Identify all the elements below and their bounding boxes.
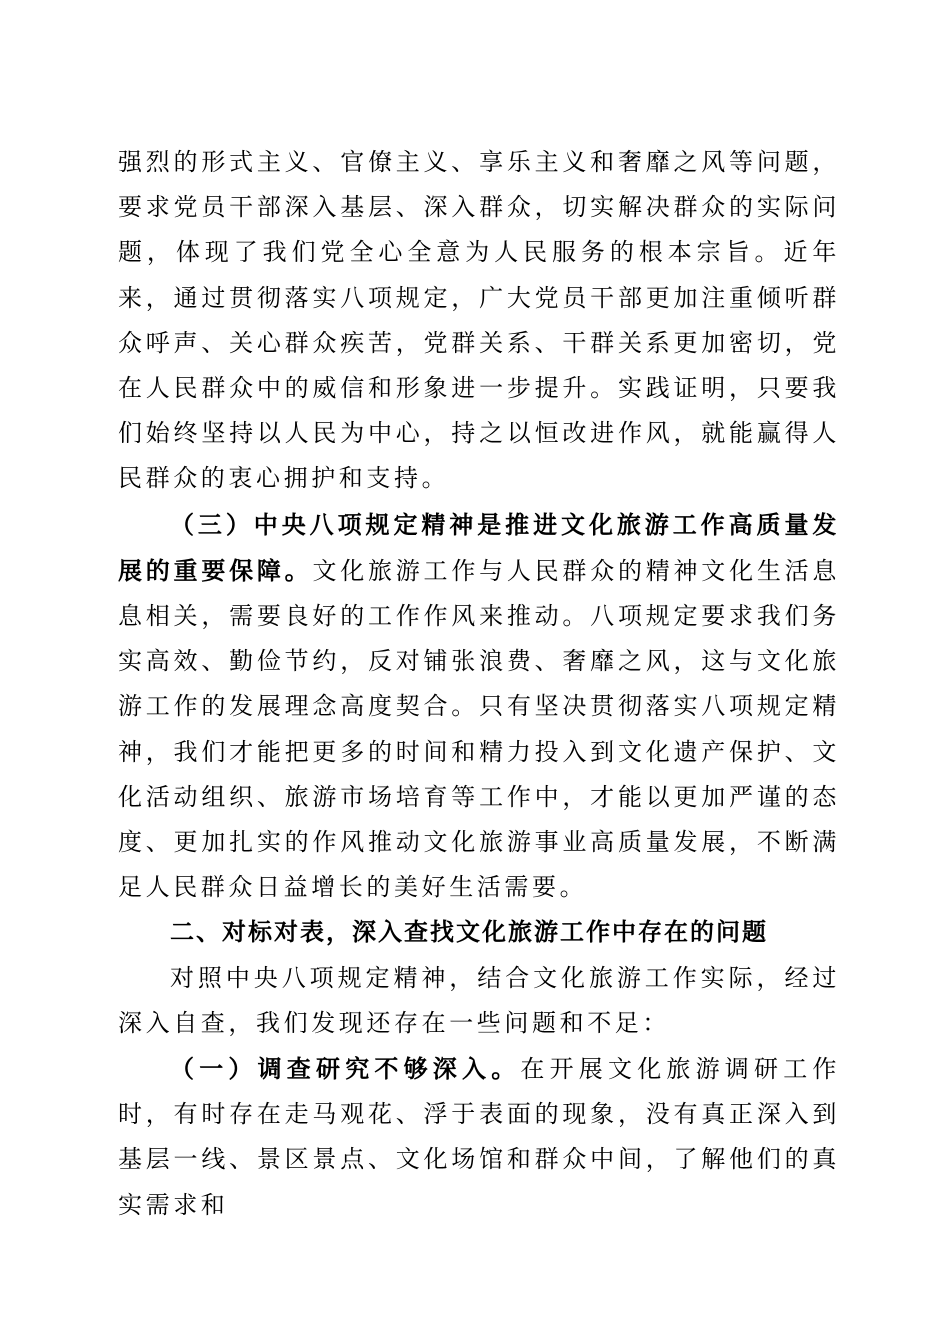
problem-1-heading: （一）调查研究不够深入。 bbox=[170, 1054, 521, 1084]
problem-1-text: 在开展文化旅游调研工作时，有时存在走马观花、浮于表面的现象，没有真正深入到基层一线、景区景点、文化场馆和群众中间，了解他们的真实需求和 bbox=[118, 1055, 840, 1219]
paragraph-problem-1 bbox=[118, 1046, 840, 1228]
document-body bbox=[118, 140, 840, 1228]
heading-part-2: 二、对标对表，深入查找文化旅游工作中存在的问题 bbox=[170, 918, 768, 947]
paragraph-section-3 bbox=[118, 502, 840, 911]
paragraph-intro-part-2: 对照中央八项规定精神，结合文化旅游工作实际，经过深入自查，我们发现还存在一些问题和不足： bbox=[118, 963, 840, 1037]
section-3-text: 文化旅游工作与人民群众的精神文化生活息息相关，需要良好的工作作风来推动。八项规定要求我们务实高效、勤俭节约，反对铺张浪费、奢靡之风，这与文化旅游工作的发展理念高度契合。只有坚决贯彻落实八项规定精神，我们才能把更多的时间和精力投入到文化遗产保护、文化活动组织、旅游市场培育等工作中，才能以更加严谨的态度、更加扎实的作风推动文化旅游事业高质量发展，不断满足人民群众日益增长的美好生活需要。 bbox=[118, 556, 840, 902]
section-3-heading: （三）中央八项规定精神是推进文化旅游工作高质量发展的重要保障。 bbox=[118, 509, 840, 585]
paragraph-continuation: 强烈的形式主义、官僚主义、享乐主义和奢靡之风等问题，要求党员干部深入基层、深入群众，切实解决群众的实际问题，体现了我们党全心全意为人民服务的根本宗旨。近年来，通过贯彻落实八项规定，广大党员干部更加注重倾听群众呼声、关心群众疾苦，党群关系、干群关系更加密切，党在人民群众中的威信和形象进一步提升。实践证明，只要我们始终坚持以人民为中心，持之以恒改进作风，就能赢得人民群众的衷心拥护和支持。 bbox=[118, 148, 840, 493]
